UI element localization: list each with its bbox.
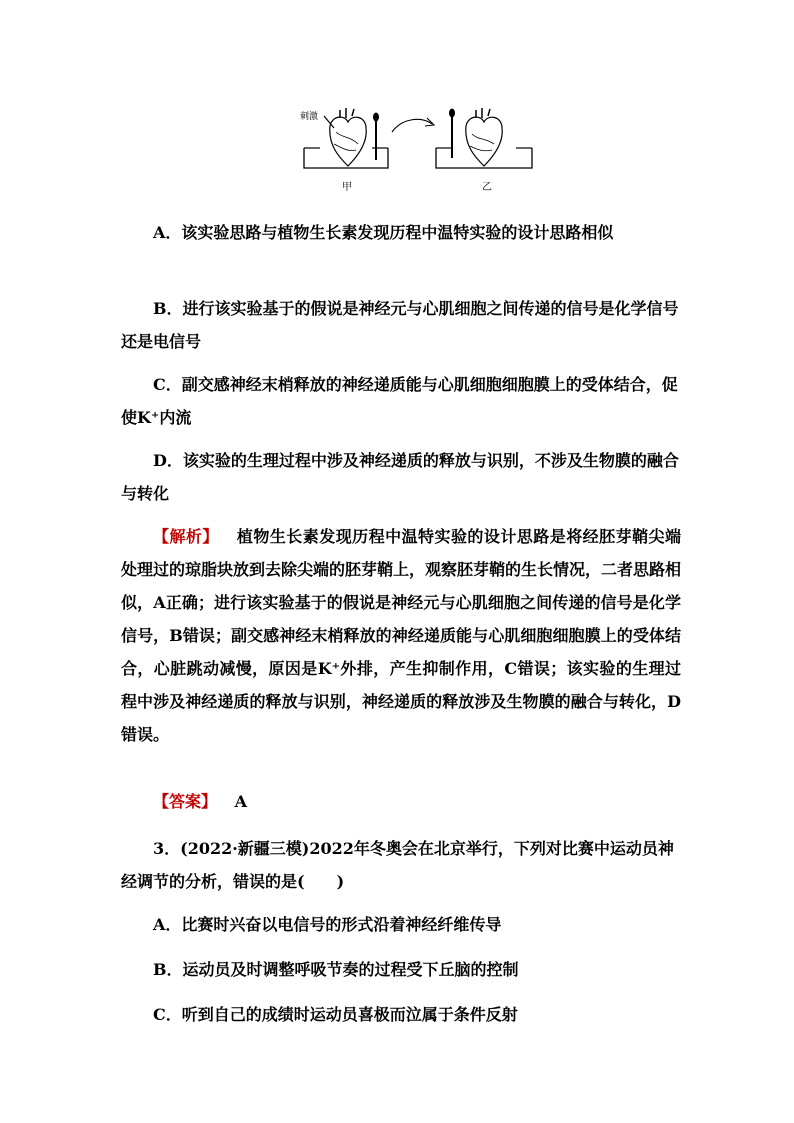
heart-right-icon	[466, 108, 502, 166]
analysis-block	[121, 520, 681, 751]
option-c: C．副交感神经末梢释放的神经递质能与心肌细胞细胞膜上的受体结合，促使K⁺内流	[121, 375, 678, 427]
option-d: D．该实验的生理过程中涉及神经递质的释放与识别，不涉及生物膜的融合与转化	[121, 451, 679, 503]
q3-option-b: B．运动员及时调整呼吸节奏的过程受下丘脑的控制	[153, 960, 519, 979]
heart-left-icon	[330, 108, 366, 166]
answer-tag: 【答案】	[153, 792, 218, 811]
q3-option-a: A．比赛时兴奋以电信号的形式沿着神经纤维传导	[153, 915, 502, 934]
analysis-tag: 【解析】	[153, 527, 219, 546]
option-a: A．该实验思路与植物生长素发现历程中温特实验的设计思路相似	[153, 223, 614, 242]
option-b: B．进行该实验基于的假说是神经元与心肌细胞之间传递的信号是化学信号还是电信号	[121, 299, 679, 351]
answer-value: A	[234, 792, 248, 811]
question-3-stem: 3．(2022·新疆三模)2022年冬奥会在北京举行，下列对比赛中运动员神经调节的分析，错误的是( )	[121, 839, 674, 891]
recorder-left-icon	[373, 113, 379, 161]
label-jia: 甲	[342, 182, 352, 193]
experiment-figure	[296, 104, 536, 196]
analysis-text: 植物生长素发现历程中温特实验的设计思路是将经胚芽鞘尖端处理过的琼脂块放到去除尖端的胚芽鞘上，观察胚芽鞘的生长情况，二者思路相似，A正确；进行该实验基于的假说是神经元与心肌细胞之间传递的信号是化学信号，B错误；副交感神经末梢释放的神经递质能与心肌细胞细胞膜上的受体结合，心脏跳动减慢，原因是K⁺外排，产生抑制作用，C错误；该实验的生理过程中涉及神经递质的释放与识别，神经递质的释放涉及生物膜的融合与转化，D错误。	[121, 527, 682, 744]
answer-block	[121, 785, 681, 818]
q3-option-c: C．听到自己的成绩时运动员喜极而泣属于条件反射	[153, 1005, 518, 1024]
recorder-right-icon	[449, 109, 455, 159]
label-yi: 乙	[482, 182, 492, 193]
stimulus-label: 刺激	[300, 112, 319, 122]
